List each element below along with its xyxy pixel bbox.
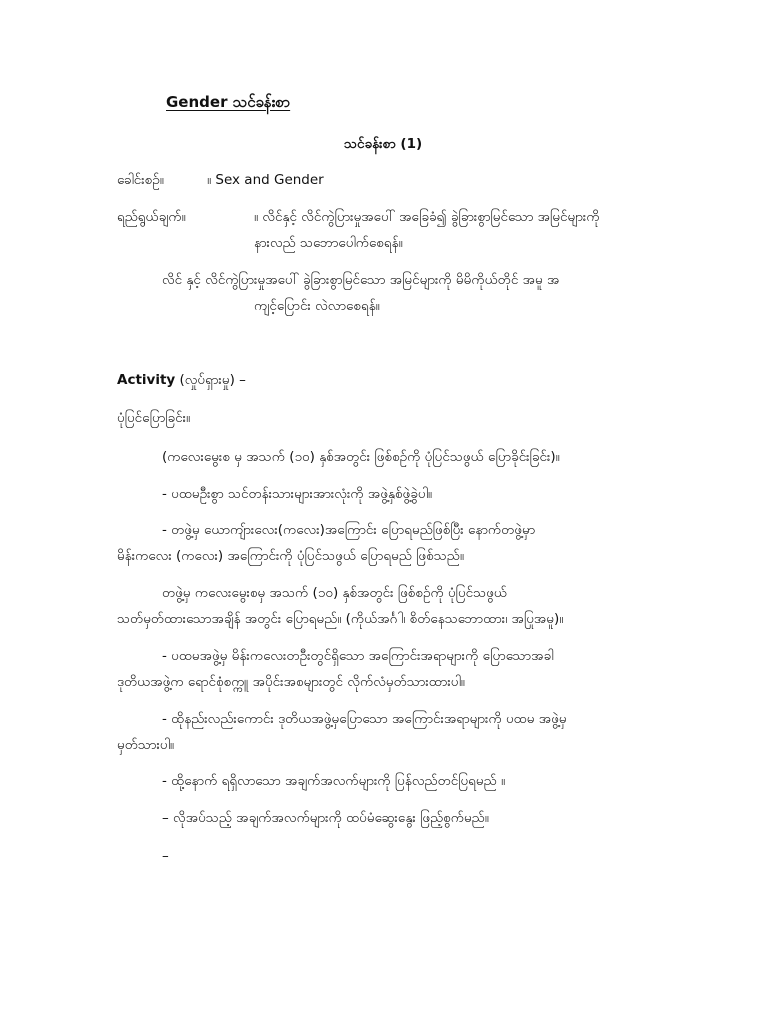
- paragraph-8: – လိုအပ်သည့် အချက်အလက်များကို ထပ်မံဆွေးနွေး ဖြည့်စွက်မည်။: [162, 810, 489, 826]
- objective-line-4: ကျင့်ပြောင်း လဲလာစေရန်။: [254, 298, 380, 314]
- paragraph-7: - ထို့နောက် ရရှိလာသော အချက်အလက်များကို ပြန်လည်တင်ပြရမည် ။: [162, 773, 506, 789]
- storytelling-subheading: ပုံပြင်ပြောခြင်း။: [117, 410, 191, 426]
- topic-value: ။ Sex and Gender: [207, 172, 324, 188]
- lesson-heading: သင်ခန်းစာ (1): [344, 136, 423, 152]
- activity-label-suffix: (လှုပ်ရှားမှု) –: [175, 372, 246, 388]
- paragraph-3-line-1: - တဖွဲ့မှ ယောကျ်ားလေး(ကလေး)အကြောင်း ပြောရမည်ဖြစ်ပြီး နောက်တဖွဲ့မှာ: [162, 522, 536, 538]
- paragraph-4-line-2: သတ်မှတ်ထားသောအချိန် အတွင်း ပြောရမည်။ (ကိုယ်အင်္ဂါ၊ စိတ်နေသဘောထား၊ အပြုအမူ)။: [117, 611, 564, 627]
- topic-label: ခေါင်းစဉ်။: [117, 172, 164, 188]
- paragraph-2: - ပထမဦးစွာ သင်တန်းသားများအားလုံးကို အဖွဲ့နှစ်ဖွဲ့ခွဲပါ။: [162, 486, 432, 502]
- objectives-label: ရည်ရွယ်ချက်။: [117, 209, 186, 225]
- paragraph-1: (ကလေးမွေးစ မှ အသက် (၁၀) နှစ်အတွင်း ဖြစ်စဉ်ကို ပုံပြင်သဖွယ် ပြောခိုင်းခြင်း)။: [162, 449, 560, 465]
- paragraph-4-line-1: တဖွဲ့မှ ကလေးမွေးစမှ အသက် (၁၀) နှစ်အတွင်း ဖြစ်စဉ်ကို ပုံပြင်သဖွယ်: [162, 585, 508, 601]
- objective-line-1: ။ လိင်နှင့် လိင်ကွဲပြားမှုအပေါ် အခြေခံ၍ ခွဲခြားစွာမြင်သော အမြင်များကို: [254, 209, 600, 225]
- paragraph-3-line-2: မိန်းကလေး (ကလေး) အကြောင်းကို ပုံပြင်သဖွယ် ပြောရမည် ဖြစ်သည်။: [117, 548, 464, 564]
- paragraph-9: –: [162, 848, 169, 864]
- paragraph-6-line-1: - ထိုနည်းလည်းကောင်း ဒုတိယအဖွဲ့မှပြောသော အကြောင်းအရာများကို ပထမ အဖွဲ့မှ: [162, 711, 567, 727]
- paragraph-5-line-1: - ပထမအဖွဲ့မှ မိန်းကလေးတဦးတွင်ရှိသော အကြောင်းအရာများကို ပြောသောအခါ: [162, 648, 554, 664]
- document-title: Gender သင်ခန်းစာ: [166, 93, 291, 111]
- activity-label: Activity: [117, 372, 176, 388]
- paragraph-6-line-2: မှတ်သားပါ။: [117, 737, 175, 753]
- objective-line-3: လိင် နှင့် လိင်ကွဲပြားမှုအပေါ် ခွဲခြားစွာမြင်သော အမြင်များကို မိမိကိုယ်တိုင် အမူ အ: [162, 272, 560, 288]
- paragraph-5-line-2: ဒုတိယအဖွဲ့က ရောင်စုံစက္ကူ အပိုင်းအစများတွင် လိုက်လံမှတ်သားထားပါ။: [117, 674, 465, 690]
- objective-line-2: နားလည် သဘောပေါက်စေရန်။: [254, 235, 403, 251]
- activity-heading: [117, 372, 246, 388]
